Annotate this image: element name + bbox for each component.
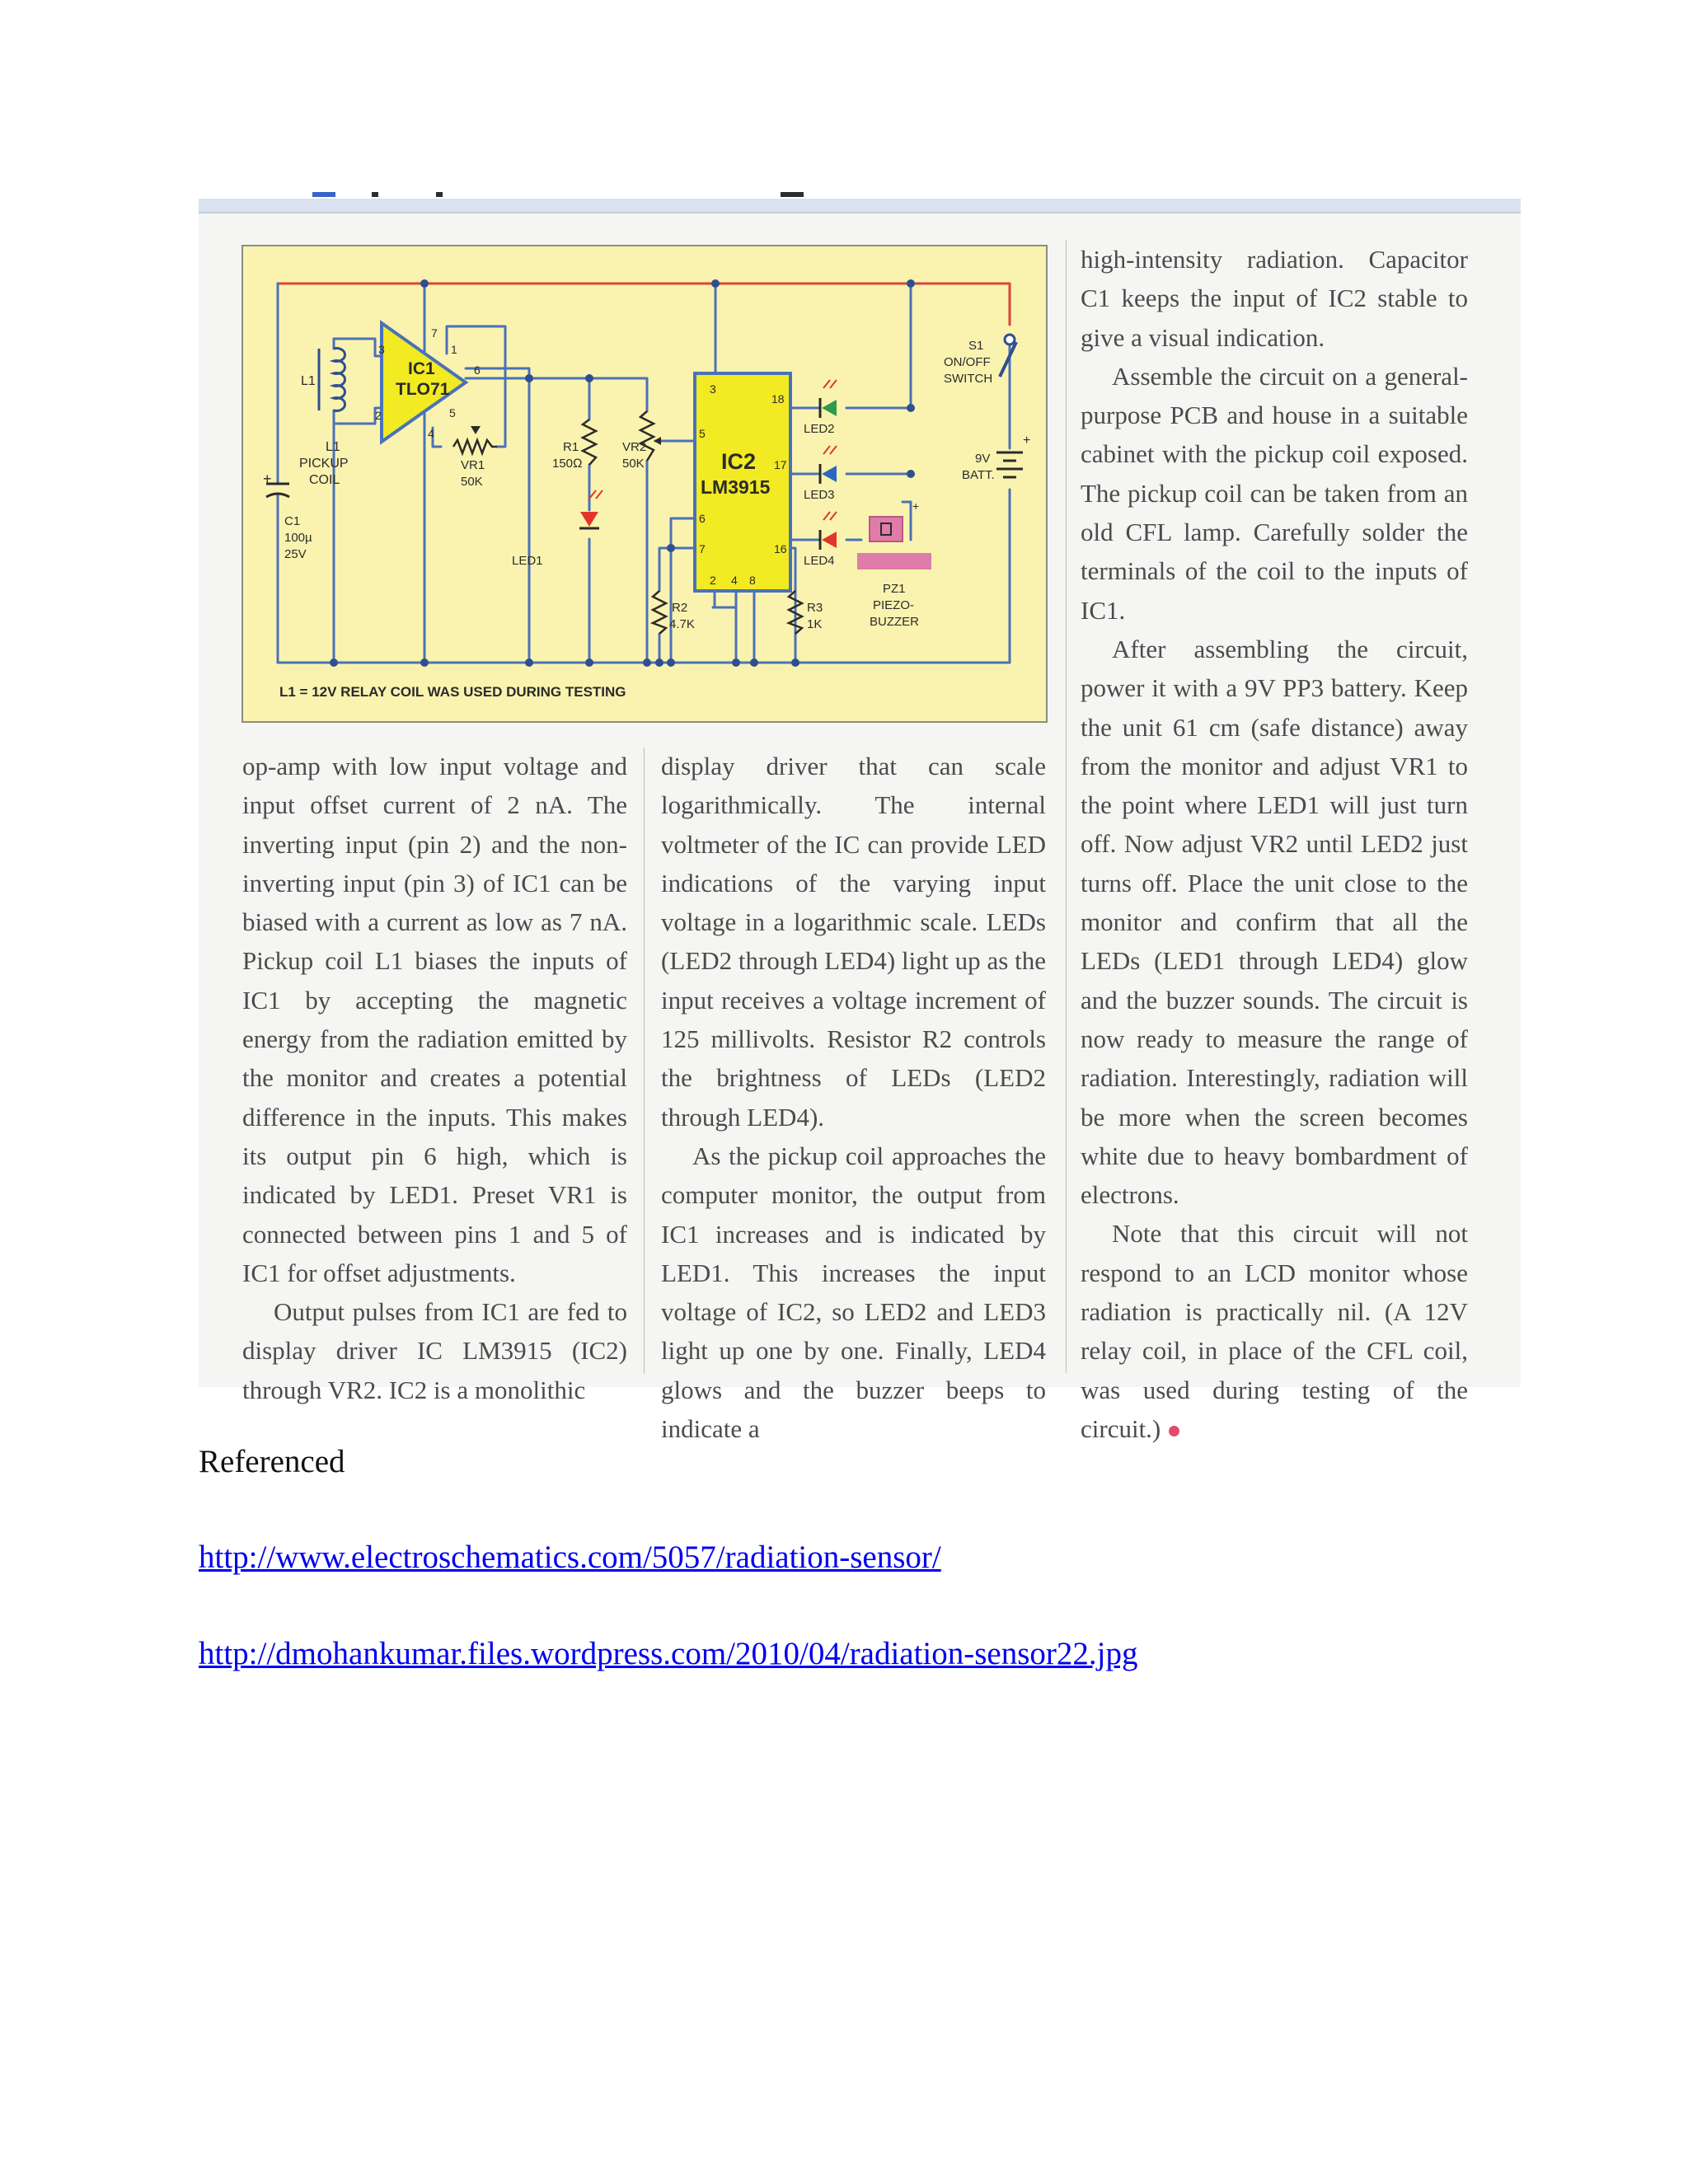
ic2-pin-8: 8 bbox=[749, 574, 756, 587]
vr2-label: VR2 bbox=[622, 440, 647, 454]
paragraph-text: Note that this circuit will not respond to an LCD monitor whose radiation is practically nil. (A 12V relay coil, in place of the CFL coil, was used during testing of the circuit.) bbox=[1081, 1219, 1468, 1443]
ic2-pin-7: 7 bbox=[699, 542, 706, 555]
paragraph: high-intensity radiation. Capacitor C1 keeps the input of IC2 stable to give a visual indication. bbox=[1081, 245, 1468, 352]
l1-desc-2: COIL bbox=[309, 473, 340, 487]
led4-label: LED4 bbox=[804, 554, 835, 568]
battery-plus-label: + bbox=[1023, 434, 1031, 448]
paragraph: Output pulses from IC1 are fed to display driver IC LM3915 (IC2) through VR2. IC2 is a monolithic bbox=[242, 1297, 627, 1404]
battery-label-2: BATT. bbox=[962, 468, 995, 482]
ic2-pin-3: 3 bbox=[710, 382, 716, 396]
c1-value-2: 25V bbox=[284, 547, 307, 561]
r1-value: 150Ω bbox=[552, 457, 583, 471]
schematic-drawing bbox=[243, 246, 1046, 721]
ic1-part-label: TLO71 bbox=[396, 380, 450, 399]
ic2-part-label: LM3915 bbox=[701, 476, 771, 498]
scan-header-bar bbox=[199, 199, 1521, 213]
s1-desc-2: SWITCH bbox=[944, 372, 993, 386]
l1-name-label: L1 bbox=[326, 440, 340, 454]
led1-label: LED1 bbox=[512, 554, 543, 568]
ic1-label: IC1 bbox=[408, 359, 435, 378]
r3-label: R3 bbox=[807, 601, 823, 615]
column-divider bbox=[644, 748, 645, 1374]
references-heading: Referenced bbox=[199, 1444, 345, 1479]
article-column-2 bbox=[661, 747, 1046, 1448]
battery-label-1: 9V bbox=[975, 452, 991, 466]
ic1-pin-3: 3 bbox=[378, 343, 385, 356]
ic2-pin-4: 4 bbox=[731, 574, 738, 587]
pz1-desc-1: PIEZO- bbox=[873, 598, 915, 612]
s1-desc-1: ON/OFF bbox=[944, 355, 991, 369]
buzzer-plus-label: + bbox=[912, 499, 920, 513]
paragraph: display driver that can scale logarithmically. The internal voltmeter of the IC can provide LED indications of the varying input voltage in a logarithmic scale. LEDs (LED2 through LED4) light up as the input receives a voltage increment of 125 millivolts. Resistor R2 controls the brightness of LEDs (LED2 through LED4). bbox=[661, 752, 1046, 1132]
ic2-pin-2: 2 bbox=[710, 574, 716, 587]
ic2-pin-16: 16 bbox=[774, 542, 787, 555]
ic1-pin-6: 6 bbox=[474, 363, 481, 377]
ic2-pin-18: 18 bbox=[771, 392, 785, 405]
article-column-3 bbox=[1081, 240, 1468, 1448]
pz1-label: PZ1 bbox=[883, 582, 906, 596]
reference-link[interactable]: http://www.electroschematics.com/5057/radiation-sensor/ bbox=[199, 1540, 941, 1575]
paragraph: After assembling the circuit, power it with a 9V PP3 battery. Keep the unit 61 cm (safe distance) away from the monitor and adjust VR1 to the point where LED1 will just turn off. Now adjust VR2 until LED2 just turns off. Place the unit close to the monitor and confirm that all the LEDs (LED1 through LED4) glow and the buzzer sounds. The circuit is now ready to measure the range of radiation. Interestingly, radiation will be more when the screen becomes white due to heavy bombardment of electrons. bbox=[1081, 634, 1468, 1210]
l1-desc-1: PICKUP bbox=[299, 457, 349, 471]
vr1-label: VR1 bbox=[461, 458, 485, 472]
s1-label: S1 bbox=[968, 339, 984, 353]
paragraph: As the pickup coil approaches the computer monitor, the output from IC1 increases and is indicated by LED1. This increases the input voltage of IC2, so LED2 and LED3 light up one by one. Finally, LED4 glows and the buzzer beeps to indicate a bbox=[661, 1141, 1046, 1444]
ic1-pin-5: 5 bbox=[449, 406, 456, 419]
ic1-pin-4: 4 bbox=[428, 427, 434, 440]
ic2-pin-5: 5 bbox=[699, 427, 706, 440]
ic1-pin-2: 2 bbox=[375, 409, 382, 422]
schematic-note: L1 = 12V RELAY COIL WAS USED DURING TESTING bbox=[279, 684, 626, 700]
vr2-value: 50K bbox=[622, 457, 645, 471]
r2-label: R2 bbox=[672, 601, 688, 615]
reference-link[interactable]: http://dmohankumar.files.wordpress.com/2010/04/radiation-sensor22.jpg bbox=[199, 1636, 1138, 1671]
led3-label: LED3 bbox=[804, 488, 835, 502]
ic1-pin-7: 7 bbox=[431, 326, 438, 340]
r1-label: R1 bbox=[563, 440, 579, 454]
vr1-value: 50K bbox=[461, 475, 483, 489]
ic2-label: IC2 bbox=[721, 449, 757, 474]
end-mark-icon bbox=[1169, 1426, 1179, 1436]
l1-label: L1 bbox=[301, 374, 316, 388]
paragraph bbox=[1081, 1214, 1468, 1448]
paragraph: op-amp with low input voltage and input offset current of 2 nA. The inverting input (pin 2) and the non-inverting input (pin 3) of IC1 can be biased with a current as low as 7 nA. Pickup coil L1 biases the inputs of IC1 by accepting the magnetic energy from the radiation emitted by the monitor and creates a potential difference in the inputs. This makes its output pin 6 high, which is indicated by LED1. Preset VR1 is connected between pins 1 and 5 of IC1 for offset adjustments. bbox=[242, 752, 627, 1287]
ic1-pin-1: 1 bbox=[451, 343, 457, 356]
ic2-pin-17: 17 bbox=[774, 458, 787, 471]
circuit-schematic bbox=[241, 245, 1048, 723]
ic2-pin-6: 6 bbox=[699, 512, 706, 525]
c1-value-1: 100µ bbox=[284, 531, 312, 545]
article-column-1 bbox=[242, 747, 627, 1409]
c1-plus-label: + bbox=[263, 471, 272, 487]
column-divider bbox=[1066, 240, 1067, 1373]
pz1-desc-2: BUZZER bbox=[870, 615, 919, 629]
r2-value: 4.7K bbox=[669, 617, 695, 631]
paragraph: Assemble the circuit on a general-purpose PCB and house in a suitable cabinet with the pickup coil exposed. The pickup coil can be taken from an old CFL lamp. Carefully solder the terminals of the coil to the inputs of IC1. bbox=[1081, 361, 1468, 625]
led2-label: LED2 bbox=[804, 422, 835, 436]
r3-value: 1K bbox=[807, 617, 823, 631]
c1-label: C1 bbox=[284, 514, 301, 528]
scanned-magazine-page bbox=[199, 199, 1521, 1444]
